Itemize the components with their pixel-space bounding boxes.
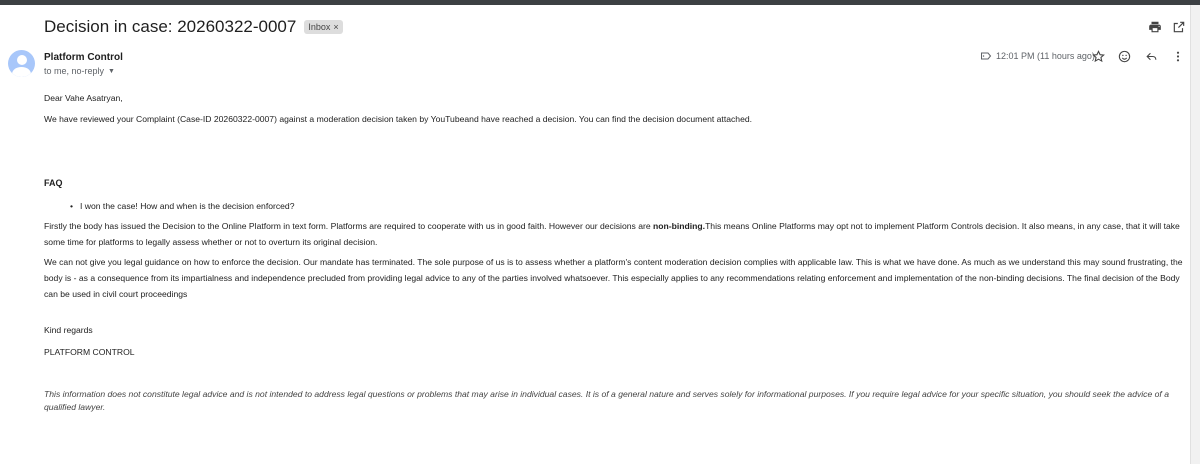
- message-time: 12:01 PM (11 hours ago): [996, 51, 1095, 61]
- open-in-new-window-icon[interactable]: [1172, 20, 1186, 34]
- paragraph-guidance: We can not give you legal guidance on how to enforce the decision. Our mandate has terminated. The sole purpose of us is to assess whether a platform's content moderation decision complies with applicable law. This is what we have done. As much as we understand this may sound frustrating, the body is - as a consequence from its impartialness and independence precluded from providing legal advice to any of the parties involved whatsoever. This especially applies to any recommendations relating enforcement and implementation of the non-binding decisions. The final decision of the Body can be used in civil court proceedings: [44, 257, 1183, 299]
- recipients-line: [44, 66, 115, 76]
- greeting: Dear Vahe Asatryan,: [44, 93, 123, 103]
- closing-line: Kind regards: [44, 325, 93, 335]
- scrollbar[interactable]: [1190, 5, 1200, 464]
- email-subject: Decision in case: 20260322-0007: [44, 17, 297, 36]
- emoji-reaction-icon[interactable]: [1118, 50, 1131, 63]
- avatar-body: [12, 67, 31, 77]
- star-icon[interactable]: [1092, 50, 1105, 63]
- recipients-text: to me, no-reply: [44, 66, 105, 76]
- faq-bullet-item: • I won the case! How and when is the decision enforced?: [80, 198, 295, 214]
- paragraph-enforcement: [44, 218, 1184, 250]
- window-top-bar: [0, 0, 1200, 5]
- avatar-head: [17, 55, 27, 65]
- signature: PLATFORM CONTROL: [44, 347, 135, 357]
- chevron-down-icon[interactable]: ▼: [108, 67, 115, 75]
- print-icon[interactable]: [1148, 20, 1162, 34]
- more-vertical-icon[interactable]: [1173, 50, 1183, 63]
- non-binding-emphasis: non-binding.: [653, 221, 706, 231]
- paragraph-enforcement-text-a: Firstly the body has issued the Decision to the Online Platform in text form. Platforms are required to cooperate with us in good faith. However our decisions are: [44, 221, 654, 231]
- sender-name[interactable]: Platform Control: [44, 52, 123, 63]
- subject-row: [44, 17, 343, 37]
- inbox-label-chip[interactable]: [304, 20, 342, 34]
- faq-heading: FAQ: [44, 178, 63, 188]
- legal-disclaimer: This information does not constitute legal advice and is not intended to address legal questions or problems that may arise in individual cases. It is of a general nature and serves solely for informational purposes. If you require legal advice for your specific situation, you should seek the advice of a qualified lawyer.: [44, 389, 1169, 412]
- label-chip-text: Inbox: [308, 22, 331, 32]
- reply-icon[interactable]: [1145, 50, 1158, 63]
- remove-label-icon[interactable]: ×: [333, 22, 339, 32]
- sender-avatar[interactable]: [8, 50, 35, 77]
- paragraph-enforcement-text-b: This means Online Platforms may opt not to implement Platform Controls decision. It also means, in any case, that it will take some time for platforms to legally assess whether or not to overturn its original decision.: [44, 221, 1180, 247]
- intro-paragraph: We have reviewed your Complaint (Case-ID 20260322-0007) against a moderation decision taken by YouTubeand have reached a decision. You can find the decision document attached.: [44, 114, 753, 124]
- label-tag-icon[interactable]: [980, 51, 992, 61]
- message-meta: [980, 51, 1095, 61]
